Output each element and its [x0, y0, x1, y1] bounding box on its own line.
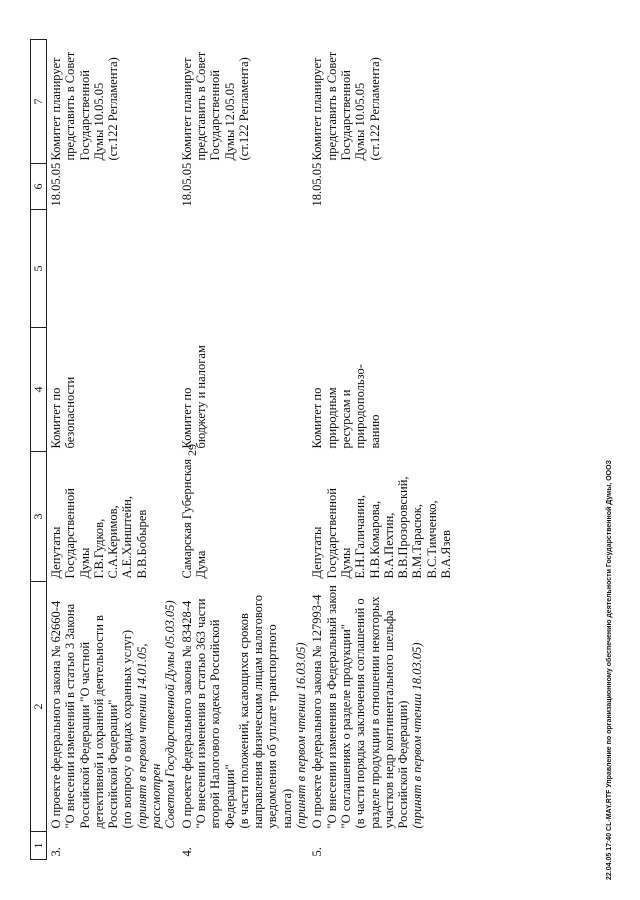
column-5-cell — [308, 210, 453, 328]
table-row — [47, 40, 178, 860]
bill-status: Комитет планирует представить в Совет Государственной Думы 12.05.05 (ст.122 Регламента) — [179, 51, 251, 161]
bill-reading-note: (принят в первом чтении 16.03.05) — [294, 642, 309, 829]
column-5-cell — [178, 210, 309, 328]
column-header: 7 — [31, 40, 47, 164]
row-number: 5. — [310, 847, 325, 857]
column-header: 6 — [31, 164, 47, 210]
bill-reading-note: (принят в первом чтении 14.01.05, рассмотрен Советом Государственной Думы 05.03.05) — [134, 600, 178, 829]
responsible-committee: Комитет по природным ресурсам и природопользо- ванию — [310, 364, 382, 449]
table-row — [308, 40, 453, 860]
column-5-cell — [47, 210, 178, 328]
bill-reading-note: (принят в первом чтении 18.03.05) — [410, 642, 425, 829]
legislation-table — [30, 39, 453, 860]
bill-status: Комитет планирует представить в Совет Государственной Думы 10.05.05 (ст.122 Регламента) — [310, 51, 382, 161]
bill-title: О проекте федерального закона № 83428-4 "О внесении изменения в статью 363 части второй Налогового кодекса Российской Федерации" (в части положений, касающихся сроков направления физическим лицам налогового уведомления об уплате транспортного налога) — [179, 595, 294, 829]
bill-description — [47, 582, 178, 832]
page-footer: 22.04.05 17:40 CL-MAY.RTF Управление по организационному обеспечению деятельности Государственной Думы, ОООЗ — [606, 460, 613, 880]
bill-title: О проекте федерального закона № 62660-4 "О внесении изменений в статью 3 Закона Российской Федерации "О частной детективной и охранной деятельности в Российской Федерации" (по вопросу о видах охранных услуг) — [49, 600, 135, 829]
column-header: 5 — [31, 210, 47, 328]
bill-title: О проекте федерального закона № 127993-4 "О внесении изменения в Федеральный закон "О соглашениях о разделе продукции" (в части порядка заключения соглашений о разделе продукции в отношении некоторых участков недр континентального шельфа Российской Федерации) — [310, 585, 411, 829]
responsible-committee: Комитет по бюджету и налогам — [179, 345, 208, 449]
bill-description — [308, 582, 453, 832]
column-header: 3 — [31, 452, 47, 582]
column-header: 2 — [31, 582, 47, 832]
review-date: 18.05.05 — [179, 162, 194, 207]
bill-initiator: Депутаты Государственной Думы Г.В.Гудков, С.А.Керимов, А.Е.Хинштейн, В.В.Бобырев — [49, 488, 149, 579]
table-header-row — [31, 40, 47, 860]
bill-status: Комитет планирует представить в Совет Государственной Думы 10.05.05 (ст.122 Регламента) — [49, 51, 121, 161]
row-number: 4. — [179, 847, 194, 857]
column-header: 4 — [31, 328, 47, 452]
review-date: 18.05.05 — [310, 162, 325, 207]
bill-initiator: Депутаты Государственной Думы Е.Н.Галичанин, Н.В.Комарова, В.А.Пехтин, В.В.Прозоровский, В.М.Тарасюк, В.С.Тимченко, В.А.Язев — [310, 476, 454, 579]
table-row — [178, 40, 309, 860]
page-number: 29 — [185, 444, 199, 456]
bill-initiator: Самарская Губернская Дума — [179, 458, 208, 579]
review-date: 18.05.05 — [49, 162, 63, 207]
row-number: 3. — [49, 847, 63, 857]
column-header: 1 — [31, 832, 47, 860]
responsible-committee: Комитет по безопасности — [49, 376, 78, 449]
bill-description — [178, 582, 309, 832]
